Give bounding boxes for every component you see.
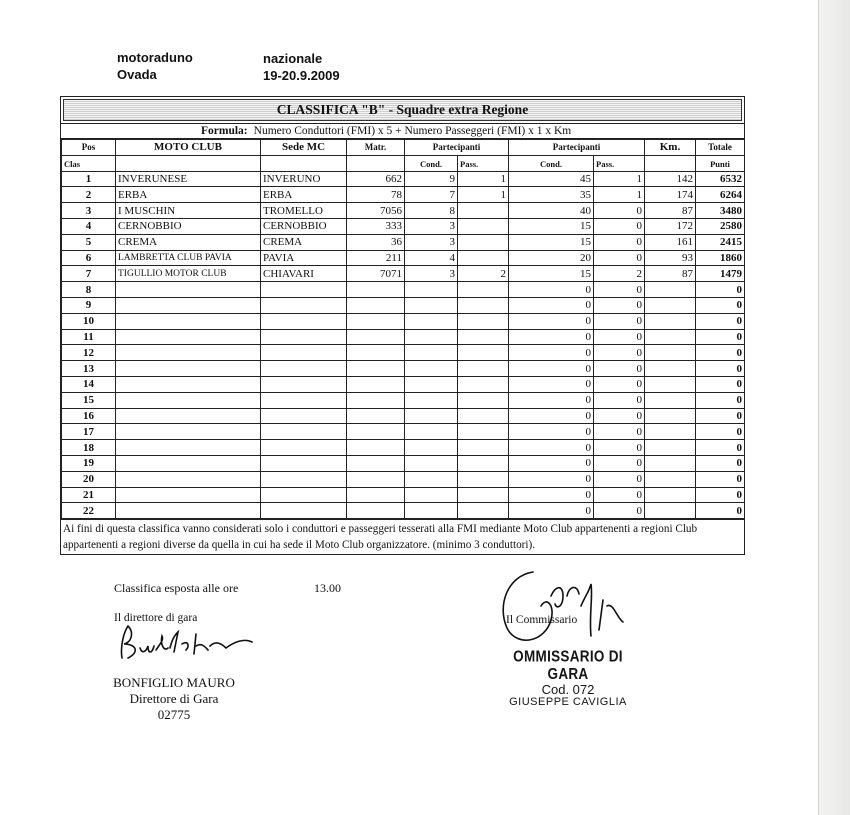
position-cell: 3 (62, 203, 116, 219)
pass-points-cell: 0 (594, 455, 645, 471)
pass-cell (458, 503, 509, 519)
pass-points-cell: 0 (594, 440, 645, 456)
table-row (62, 266, 745, 282)
matr-cell (347, 282, 405, 298)
pass-cell (458, 440, 509, 456)
total-points-cell: 0 (696, 329, 745, 345)
cond-points-cell: 35 (509, 187, 594, 203)
col-cond-header: Cond. (405, 155, 458, 171)
cond-cell (405, 282, 458, 298)
position-cell: 11 (62, 329, 116, 345)
sede-cell (261, 471, 347, 487)
cond-points-cell: 0 (509, 313, 594, 329)
club-cell (116, 361, 261, 377)
club-cell (116, 297, 261, 313)
table-body (62, 171, 745, 519)
pass-points-cell: 0 (594, 282, 645, 298)
pass-points-cell: 0 (594, 392, 645, 408)
table-row (62, 250, 745, 266)
table-row (62, 471, 745, 487)
director-block (104, 675, 244, 723)
cond-points-cell: 0 (509, 376, 594, 392)
club-cell (116, 313, 261, 329)
cond-points-cell: 0 (509, 440, 594, 456)
matr-cell (347, 471, 405, 487)
position-cell: 20 (62, 471, 116, 487)
pass-cell (458, 376, 509, 392)
table-row (62, 203, 745, 219)
commissioner-signature (493, 566, 643, 656)
cond-cell (405, 487, 458, 503)
col-km-header: Km. (645, 140, 696, 156)
club-cell: TIGULLIO MOTOR CLUB (116, 266, 261, 282)
position-cell: 18 (62, 440, 116, 456)
pass-cell: 2 (458, 266, 509, 282)
director-role: Direttore di Gara (129, 691, 219, 706)
cond-points-cell: 0 (509, 282, 594, 298)
pass-cell (458, 203, 509, 219)
total-points-cell: 0 (696, 503, 745, 519)
cond-points-cell: 15 (509, 218, 594, 234)
position-cell: 7 (62, 266, 116, 282)
cond-cell (405, 376, 458, 392)
pass-points-cell: 0 (594, 250, 645, 266)
col-punti-header: Punti (696, 155, 745, 171)
cond-points-cell: 0 (509, 392, 594, 408)
sede-cell (261, 455, 347, 471)
position-cell: 4 (62, 218, 116, 234)
km-cell: 161 (645, 234, 696, 250)
matr-cell (347, 487, 405, 503)
club-cell: LAMBRETTA CLUB PAVIA (116, 250, 261, 266)
pass-points-cell: 0 (594, 218, 645, 234)
position-cell: 21 (62, 487, 116, 503)
pass-points-cell: 0 (594, 203, 645, 219)
sede-cell (261, 313, 347, 329)
matr-cell (347, 392, 405, 408)
table-title: CLASSIFICA "B" - Squadre extra Regione (63, 99, 742, 121)
commissioner-label: Il Commissario (506, 614, 578, 626)
sede-cell (261, 503, 347, 519)
total-points-cell: 0 (696, 361, 745, 377)
club-cell: CERNOBBIO (116, 218, 261, 234)
header-left (117, 49, 193, 83)
cond-points-cell: 0 (509, 297, 594, 313)
cond-cell (405, 440, 458, 456)
pass-cell (458, 234, 509, 250)
pass-cell (458, 392, 509, 408)
pass-points-cell: 0 (594, 408, 645, 424)
club-cell (116, 440, 261, 456)
sede-cell (261, 487, 347, 503)
club-cell (116, 376, 261, 392)
pass-cell: 1 (458, 187, 509, 203)
cond-points-cell: 0 (509, 361, 594, 377)
matr-cell (347, 361, 405, 377)
total-points-cell: 0 (696, 487, 745, 503)
club-cell: I MUSCHIN (116, 203, 261, 219)
club-cell: CREMA (116, 234, 261, 250)
sede-cell: CERNOBBIO (261, 218, 347, 234)
table-row (62, 392, 745, 408)
pass-points-cell: 0 (594, 376, 645, 392)
table-row (62, 282, 745, 298)
total-points-cell: 6532 (696, 171, 745, 187)
pass-points-cell: 0 (594, 313, 645, 329)
sede-cell (261, 297, 347, 313)
event-dates: 19-20.9.2009 (263, 68, 340, 83)
total-points-cell: 6264 (696, 187, 745, 203)
table-note: Ai fini di questa classifica vanno considerati solo i conduttori e passeggeri tesserati alla FMI mediante Moto Club appartenenti a regioni Club appartenenti a regioni diverse da quella in cui ha sede il Moto Club organizzatore. (minimo 3 conduttori). (61, 519, 744, 554)
km-cell: 87 (645, 203, 696, 219)
pass-points-cell: 0 (594, 329, 645, 345)
table-row (62, 361, 745, 377)
pass-cell (458, 424, 509, 440)
total-points-cell: 3480 (696, 203, 745, 219)
sede-cell (261, 329, 347, 345)
blank-cell (116, 155, 261, 171)
cond-points-cell: 0 (509, 408, 594, 424)
club-cell (116, 487, 261, 503)
pass-points-cell: 0 (594, 297, 645, 313)
table-row (62, 345, 745, 361)
table-row (62, 297, 745, 313)
cond-cell: 3 (405, 266, 458, 282)
sede-cell (261, 282, 347, 298)
km-cell (645, 282, 696, 298)
pass-cell (458, 487, 509, 503)
cond-cell (405, 408, 458, 424)
matr-cell (347, 376, 405, 392)
table-row (62, 376, 745, 392)
pass-cell (458, 218, 509, 234)
pass-cell: 1 (458, 171, 509, 187)
event-type: motoraduno (117, 50, 193, 65)
table-row (62, 329, 745, 345)
pass-cell (458, 329, 509, 345)
classification-table (61, 139, 745, 519)
cond-cell (405, 361, 458, 377)
km-cell: 142 (645, 171, 696, 187)
commissioner-stamp (493, 647, 643, 705)
sede-cell (261, 376, 347, 392)
position-cell: 22 (62, 503, 116, 519)
stamp-line-3: GIUSEPPE CAVIGLIA (509, 696, 627, 705)
km-cell (645, 487, 696, 503)
km-cell (645, 329, 696, 345)
cond-points-cell: 0 (509, 487, 594, 503)
sede-cell: ERBA (261, 187, 347, 203)
km-cell (645, 313, 696, 329)
posted-time: 13.00 (314, 581, 341, 595)
pass-points-cell: 0 (594, 361, 645, 377)
km-cell (645, 392, 696, 408)
stamp-line-2: Cod. 072 (541, 682, 595, 697)
matr-cell: 211 (347, 250, 405, 266)
blank-cell (347, 155, 405, 171)
total-points-cell: 0 (696, 471, 745, 487)
classification-sheet (60, 96, 745, 555)
table-row (62, 218, 745, 234)
col-pos-header: Pos (62, 140, 116, 156)
event-scope: nazionale (263, 51, 323, 66)
posted-label: Classifica esposta alle ore (114, 581, 239, 595)
pass-points-cell: 0 (594, 234, 645, 250)
total-points-cell: 1479 (696, 266, 745, 282)
stamp-line-1: OMMISSARIO DI GARA (513, 647, 623, 683)
km-cell: 174 (645, 187, 696, 203)
club-cell (116, 408, 261, 424)
club-cell (116, 392, 261, 408)
cond-cell: 3 (405, 234, 458, 250)
cond-cell: 9 (405, 171, 458, 187)
cond-points-cell: 15 (509, 266, 594, 282)
total-points-cell: 0 (696, 408, 745, 424)
pass-points-cell: 2 (594, 266, 645, 282)
formula-text: Numero Conduttori (FMI) x 5 + Numero Passeggeri (FMI) x 1 x Km (253, 125, 572, 137)
matr-cell: 662 (347, 171, 405, 187)
km-cell (645, 408, 696, 424)
cond-points-cell: 0 (509, 345, 594, 361)
table-row (62, 455, 745, 471)
total-points-cell: 2580 (696, 218, 745, 234)
matr-cell (347, 329, 405, 345)
pass-points-cell: 0 (594, 345, 645, 361)
km-cell (645, 361, 696, 377)
km-cell (645, 455, 696, 471)
director-name: BONFIGLIO MAURO (113, 675, 235, 690)
club-cell: INVERUNESE (116, 171, 261, 187)
total-points-cell: 1860 (696, 250, 745, 266)
total-points-cell: 0 (696, 345, 745, 361)
total-points-cell: 0 (696, 297, 745, 313)
pass-cell (458, 345, 509, 361)
sede-cell: INVERUNO (261, 171, 347, 187)
pass-points-cell: 0 (594, 487, 645, 503)
cond-cell (405, 424, 458, 440)
total-points-cell: 0 (696, 455, 745, 471)
km-cell: 172 (645, 218, 696, 234)
matr-cell: 7056 (347, 203, 405, 219)
sede-cell (261, 424, 347, 440)
col-matr-header: Matr. (347, 140, 405, 156)
sede-cell: CHIAVARI (261, 266, 347, 282)
cond-cell (405, 455, 458, 471)
position-cell: 9 (62, 297, 116, 313)
header-right (263, 50, 340, 84)
position-cell: 6 (62, 250, 116, 266)
col-cond-pts-header: Cond. (509, 155, 594, 171)
sede-cell: PAVIA (261, 250, 347, 266)
position-cell: 8 (62, 282, 116, 298)
cond-cell (405, 313, 458, 329)
club-cell (116, 471, 261, 487)
total-points-cell: 0 (696, 313, 745, 329)
sede-cell: CREMA (261, 234, 347, 250)
cond-points-cell: 45 (509, 171, 594, 187)
pass-cell (458, 471, 509, 487)
cond-points-cell: 0 (509, 503, 594, 519)
col-partecipanti-header: Partecipanti (405, 140, 509, 156)
sede-cell (261, 361, 347, 377)
km-cell (645, 345, 696, 361)
pass-points-cell: 0 (594, 424, 645, 440)
cond-cell: 8 (405, 203, 458, 219)
blank-cell (261, 155, 347, 171)
club-cell (116, 455, 261, 471)
cond-cell (405, 297, 458, 313)
position-cell: 2 (62, 187, 116, 203)
position-cell: 15 (62, 392, 116, 408)
matr-cell (347, 455, 405, 471)
matr-cell (347, 503, 405, 519)
club-cell: ERBA (116, 187, 261, 203)
position-cell: 10 (62, 313, 116, 329)
cond-cell: 4 (405, 250, 458, 266)
formula-label: Formula: (201, 125, 248, 137)
club-cell (116, 282, 261, 298)
total-points-cell: 2415 (696, 234, 745, 250)
matr-cell (347, 408, 405, 424)
total-points-cell: 0 (696, 424, 745, 440)
total-points-cell: 0 (696, 376, 745, 392)
event-location: Ovada (117, 67, 157, 82)
sede-cell (261, 392, 347, 408)
km-cell (645, 503, 696, 519)
matr-cell (347, 424, 405, 440)
table-row (62, 313, 745, 329)
matr-cell (347, 440, 405, 456)
blank-cell (645, 155, 696, 171)
cond-points-cell: 40 (509, 203, 594, 219)
formula-row (61, 123, 744, 139)
pass-points-cell: 0 (594, 471, 645, 487)
cond-points-cell: 0 (509, 329, 594, 345)
cond-points-cell: 0 (509, 455, 594, 471)
col-pass-header: Pass. (458, 155, 509, 171)
total-points-cell: 0 (696, 440, 745, 456)
position-cell: 12 (62, 345, 116, 361)
pass-cell (458, 408, 509, 424)
km-cell (645, 471, 696, 487)
col-clas-header: Clas (62, 155, 116, 171)
col-club-header: MOTO CLUB (116, 140, 261, 156)
matr-cell: 78 (347, 187, 405, 203)
pass-points-cell: 1 (594, 171, 645, 187)
club-cell (116, 345, 261, 361)
pass-cell (458, 297, 509, 313)
km-cell: 93 (645, 250, 696, 266)
sede-cell: TROMELLO (261, 203, 347, 219)
table-row (62, 408, 745, 424)
col-partecipanti-pts-header: Partecipanti (509, 140, 645, 156)
table-row (62, 187, 745, 203)
km-cell (645, 440, 696, 456)
cond-points-cell: 15 (509, 234, 594, 250)
position-cell: 16 (62, 408, 116, 424)
position-cell: 17 (62, 424, 116, 440)
cond-cell (405, 329, 458, 345)
header-row-top (62, 140, 745, 156)
table-row (62, 440, 745, 456)
matr-cell: 36 (347, 234, 405, 250)
cond-cell (405, 471, 458, 487)
cond-cell: 3 (405, 218, 458, 234)
position-cell: 5 (62, 234, 116, 250)
sede-cell (261, 440, 347, 456)
matr-cell (347, 297, 405, 313)
km-cell (645, 424, 696, 440)
pass-cell (458, 313, 509, 329)
club-cell (116, 424, 261, 440)
cond-cell (405, 503, 458, 519)
matr-cell (347, 345, 405, 361)
table-row (62, 487, 745, 503)
sede-cell (261, 408, 347, 424)
header-row-bottom (62, 155, 745, 171)
cond-cell (405, 345, 458, 361)
pass-cell (458, 250, 509, 266)
cond-cell (405, 392, 458, 408)
club-cell (116, 329, 261, 345)
director-label: Il direttore di gara (114, 612, 198, 624)
position-cell: 14 (62, 376, 116, 392)
matr-cell (347, 313, 405, 329)
km-cell (645, 376, 696, 392)
pass-points-cell: 1 (594, 187, 645, 203)
position-cell: 13 (62, 361, 116, 377)
table-row (62, 234, 745, 250)
pass-cell (458, 455, 509, 471)
matr-cell: 333 (347, 218, 405, 234)
matr-cell: 7071 (347, 266, 405, 282)
director-signature (112, 618, 262, 668)
pass-cell (458, 282, 509, 298)
table-row (62, 503, 745, 519)
cond-points-cell: 0 (509, 471, 594, 487)
col-sede-header: Sede MC (261, 140, 347, 156)
cond-cell: 7 (405, 187, 458, 203)
table-row (62, 424, 745, 440)
club-cell (116, 503, 261, 519)
km-cell (645, 297, 696, 313)
total-points-cell: 0 (696, 392, 745, 408)
page-edge (818, 0, 850, 815)
km-cell: 87 (645, 266, 696, 282)
pass-cell (458, 361, 509, 377)
total-points-cell: 0 (696, 282, 745, 298)
pass-points-cell: 0 (594, 503, 645, 519)
table-row (62, 171, 745, 187)
sede-cell (261, 345, 347, 361)
cond-points-cell: 0 (509, 424, 594, 440)
col-totale-header: Totale (696, 140, 745, 156)
col-pass-pts-header: Pass. (594, 155, 645, 171)
position-cell: 19 (62, 455, 116, 471)
director-code: 02775 (157, 707, 191, 722)
cond-points-cell: 20 (509, 250, 594, 266)
position-cell: 1 (62, 171, 116, 187)
